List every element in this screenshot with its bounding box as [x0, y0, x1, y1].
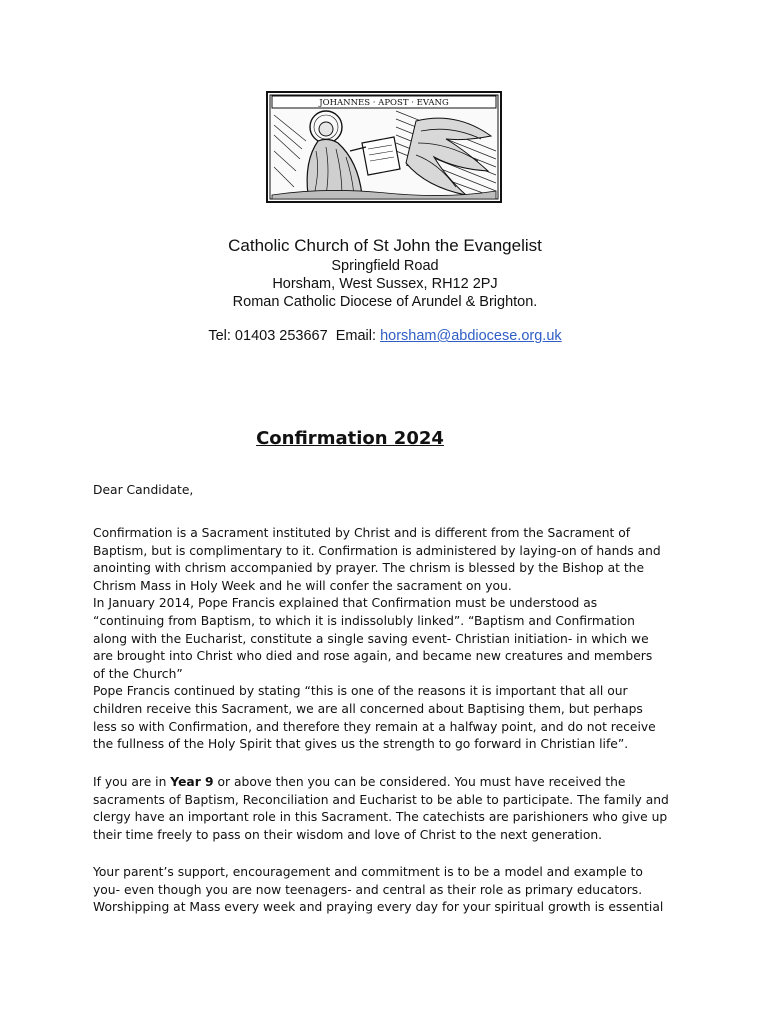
- email-label: Email:: [335, 328, 377, 344]
- st-john-crest-image: [266, 91, 502, 203]
- paragraph-line: “continuing from Baptism, to which it is indissolubly linked”. “Baptism and Confirmation: [93, 613, 635, 628]
- paragraph-line: sacraments of Baptism, Reconciliation and Eucharist to be able to participate. The family and: [93, 792, 669, 807]
- paragraph-line: Your parent’s support, encouragement and commitment is to be a model and example to: [93, 865, 643, 879]
- paragraph-line: Pope Francis continued by stating “this is one of the reasons it is important that all our: [93, 684, 628, 699]
- paragraph-line: their time freely to pass on their wisdom and love of Christ to the next generation.: [93, 827, 603, 842]
- paragraph-line: are brought into Christ who died and rose again, and became new creatures and members: [93, 649, 653, 664]
- diocese-name: Roman Catholic Diocese of Arundel & Brighton.: [232, 294, 538, 310]
- paragraph-line: Worshipping at Mass every week and praying every day for your spiritual growth is essential: [93, 900, 664, 915]
- paragraph-line: [93, 774, 683, 792]
- paragraph-line: the fullness of the Holy Spirit that gives us the strength to go forward in Christian life”.: [93, 737, 629, 752]
- greeting: Dear Candidate,: [93, 483, 194, 497]
- document-title: Confirmation 2024: [256, 428, 444, 449]
- paragraph-line: In January 2014, Pope Francis explained that Confirmation must be understood as: [93, 596, 598, 611]
- paragraph-line: less so with Confirmation, and therefore they remain at a halfway point, and do not receive: [93, 719, 656, 734]
- email-link[interactable]: horsham@abdiocese.org.uk: [380, 328, 562, 344]
- paragraph-line: of the Church”: [93, 666, 183, 681]
- address-town: Horsham, West Sussex, RH12 2PJ: [272, 276, 498, 292]
- church-name: Catholic Church of St John the Evangelist: [228, 236, 542, 255]
- paragraph-line: Baptism, but is complimentary to it. Confirmation is administered by laying-on of hands and: [93, 543, 661, 558]
- paragraph-line: anointing with chrism accompanied by prayer. The chrism is blessed by the Bishop at the: [93, 561, 645, 576]
- paragraph-line: Chrism Mass in Holy Week and he will confer the sacrament on you.: [93, 578, 512, 593]
- text-run: If you are in: [93, 775, 171, 789]
- paragraph-line: along with the Eucharist, constitute a single saving event- Christian initiation- in which we: [93, 631, 649, 646]
- paragraph-line: children receive this Sacrament, we are all concerned about Baptising them, but perhaps: [93, 701, 643, 716]
- svg-text:JOHANNES · APOST · EVANG: JOHANNES · APOST · EVANG: [319, 98, 449, 108]
- paragraph-line: Confirmation is a Sacrament instituted by Christ and is different from the Sacrament of: [93, 526, 631, 540]
- contact-line: [0, 328, 770, 344]
- text-run: or above then you can be considered. You must have received the: [213, 775, 626, 789]
- address-road: Springfield Road: [331, 258, 439, 274]
- paragraph-line: you- even though you are now teenagers- and central as their role as primary educators.: [93, 882, 643, 897]
- paragraph-parents: [93, 864, 683, 917]
- paragraph-eligibility: [93, 774, 683, 844]
- paragraph-line: clergy have an important role in this Sacrament. The catechists are parishioners who give up: [93, 810, 668, 825]
- paragraph-confirmation-intro: [93, 525, 683, 754]
- telephone: Tel: 01403 253667: [208, 328, 328, 344]
- year-emphasis: Year 9: [170, 775, 214, 789]
